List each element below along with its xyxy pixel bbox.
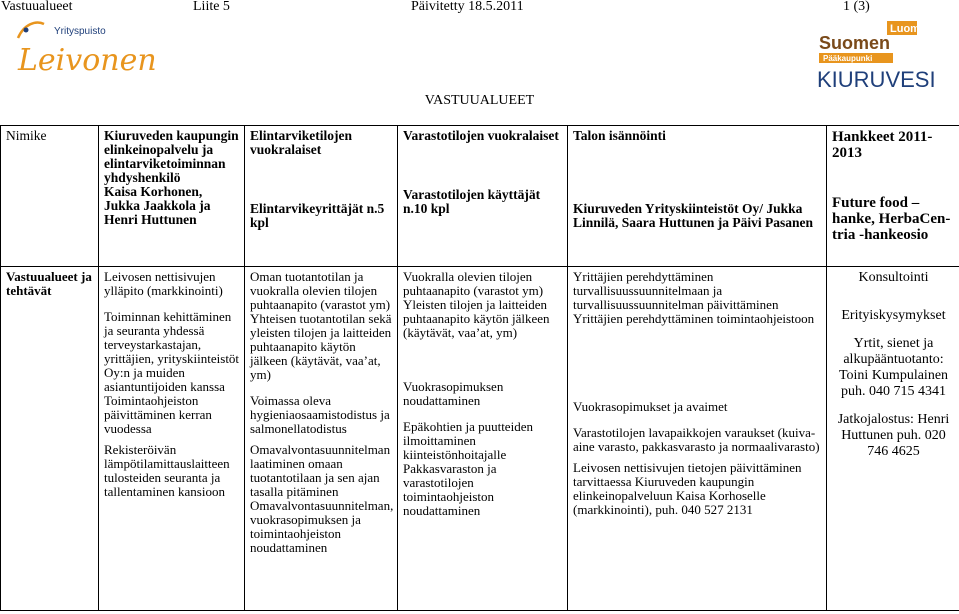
city-duty: Toimintaohjeiston päivittäminen kerran vuodessa bbox=[104, 393, 212, 436]
responsibilities-table bbox=[0, 125, 959, 611]
storage-tenant-duty: Epäkohtien ja puutteiden ilmoittaminen kiinteistönhoitajalle bbox=[403, 419, 533, 462]
management-duty: Yrittäjien perehdyttäminen turvallisuussuunnitelmaan ja turvallisuussuunnitelman päivittäminen bbox=[573, 269, 779, 312]
page-title: VASTUUALUEET bbox=[424, 93, 535, 108]
storage-tenant-duty: Pakkasvaraston ja varastotilojen toimintaohjeiston noudattaminen bbox=[403, 461, 497, 518]
kiuruvesi-logo bbox=[815, 15, 955, 95]
property-management-names: Kiuruveden Yrityskiinteistöt Oy/ Jukka Linnilä, Saara Huttunen ja Päivi Pasanen bbox=[573, 201, 814, 230]
cell-management-duties bbox=[568, 267, 827, 611]
project-duty: Jatkojalostus: Henri Huttunen puh. 020 746 4625 bbox=[837, 412, 950, 459]
project-duty: Konsultointi bbox=[858, 270, 929, 285]
header-page-number: 1 (3) bbox=[843, 0, 870, 14]
city-contacts-role: Kiuruveden kaupungin elinkeinopalvelu ja elintarviketoiminnan yhdyshenkilö bbox=[104, 128, 239, 185]
row-label-duties: Vastuualueet ja tehtävät bbox=[1, 267, 99, 611]
leivonen-logo bbox=[14, 18, 174, 78]
food-tenant-duty: Yhteisen tuotantotilan sekä yleisten tilojen ja laitteiden puhtaanapito käytön jälkeen (käytävät, vaa’at, ym) bbox=[250, 311, 392, 382]
table-row-duties bbox=[1, 267, 959, 611]
logo-right-main: KIURUVESI bbox=[817, 67, 936, 92]
bird-dot-icon bbox=[24, 28, 29, 33]
cell-city-duties bbox=[99, 267, 245, 611]
header-updated: Päivitetty 18.5.2011 bbox=[411, 0, 524, 14]
row-label-title: Nimike bbox=[1, 126, 99, 267]
cell-food-tenants bbox=[245, 126, 398, 267]
food-tenant-duty: Voimassa oleva hygieniaosaamistodistus ja salmonellatodistus bbox=[250, 393, 390, 436]
city-contacts-names: Kaisa Korhonen, Jukka Jaakkola ja Henri Huttunen bbox=[104, 184, 211, 227]
food-tenants-title: Elintarviketilojen vuokralaiset bbox=[250, 128, 352, 157]
property-management-title: Talon isännöinti bbox=[573, 128, 666, 143]
city-duty: Toiminnan kehittäminen ja seuranta yhdessä terveystarkastajan, yrittäjien, yrityskiinteistöt Oy:n ja muiden asiantuntijoiden kanssa bbox=[104, 309, 240, 394]
food-tenants-count: Elintarvikeyrittäjät n.5 kpl bbox=[250, 201, 385, 230]
project-duty: Yrtit, sienet ja alkupääntuotanto: Toini Kumpulainen puh. 040 715 4341 bbox=[838, 336, 949, 399]
food-tenant-duty: Omavalvontasuunnitelman laatiminen omaan tuotantotilaan ja sen ajan tasalla pitäminen bbox=[250, 442, 391, 499]
food-tenant-duty: Omavalvontasuunnitelman, vuokrasopimuksen ja toimintaohjeiston noudattaminen bbox=[250, 498, 394, 555]
city-duty: Leivosen nettisivujen ylläpito (markkinointi) bbox=[104, 269, 223, 298]
storage-tenant-duty: Vuokrasopimuksen noudattaminen bbox=[403, 379, 504, 408]
projects-title: Hankkeet 2011-2013 bbox=[832, 129, 933, 161]
storage-users-count: Varastotilojen käyttäjät n.10 kpl bbox=[403, 187, 541, 216]
logo-right-line3: Pääkaupunki bbox=[823, 54, 873, 63]
header-attachment: Liite 5 bbox=[193, 0, 230, 14]
header-section: Vastuualueet bbox=[1, 0, 73, 14]
storage-tenant-duty: Vuokralla olevien tilojen puhtaanapito (varastot ym) bbox=[403, 269, 544, 298]
projects-names: Future food – hanke, HerbaCen-tria -hankeosio bbox=[832, 195, 951, 243]
cell-city-contacts bbox=[99, 126, 245, 267]
storage-tenant-duty: Yleisten tilojen ja laitteiden puhtaanapito käytön jälkeen (käytävät, vaa’at, ym) bbox=[403, 297, 550, 340]
logo-left-main: Leivonen bbox=[18, 43, 157, 78]
cell-storage-tenant-duties bbox=[398, 267, 568, 611]
cell-property-management bbox=[568, 126, 827, 267]
bird-swoosh-icon bbox=[18, 23, 44, 38]
project-duty: Erityiskysymykset bbox=[841, 308, 946, 323]
management-duty: Leivosen nettisivujen tietojen päivittäminen tarvittaessa Kiuruveden kaupungin elinkeinopalveluun Kaisa Korhoselle (markkinointi), puh. 040 527 2131 bbox=[573, 460, 802, 517]
city-duty: Rekisteröivän lämpötilamittauslaitteen tulosteiden seuranta ja tallentaminen kansioon bbox=[104, 442, 230, 499]
food-tenant-duty: Oman tuotantotilan ja vuokralla olevien tilojen puhtaanapito (varastot ym) bbox=[250, 269, 391, 312]
cell-project-duties bbox=[827, 267, 959, 611]
management-duty: Yrittäjien perehdyttäminen toimintaohjeistoon bbox=[573, 311, 815, 326]
logo-left-top: Yrityspuisto bbox=[54, 26, 106, 37]
management-duty: Vuokrasopimukset ja avaimet bbox=[573, 399, 728, 414]
cell-projects bbox=[827, 126, 959, 267]
logo-right-line2: Suomen bbox=[819, 33, 891, 53]
table-row-names bbox=[1, 126, 959, 267]
storage-tenants-title: Varastotilojen vuokralaiset bbox=[403, 128, 559, 143]
page-header bbox=[0, 0, 959, 16]
management-duty: Varastotilojen lavapaikkojen varaukset (kuiva-aine varasto, pakkasvarasto ja normaalivarasto) bbox=[573, 425, 820, 454]
logo-right-line1: Luomu bbox=[890, 23, 927, 35]
cell-food-tenant-duties bbox=[245, 267, 398, 611]
cell-storage-tenants bbox=[398, 126, 568, 267]
